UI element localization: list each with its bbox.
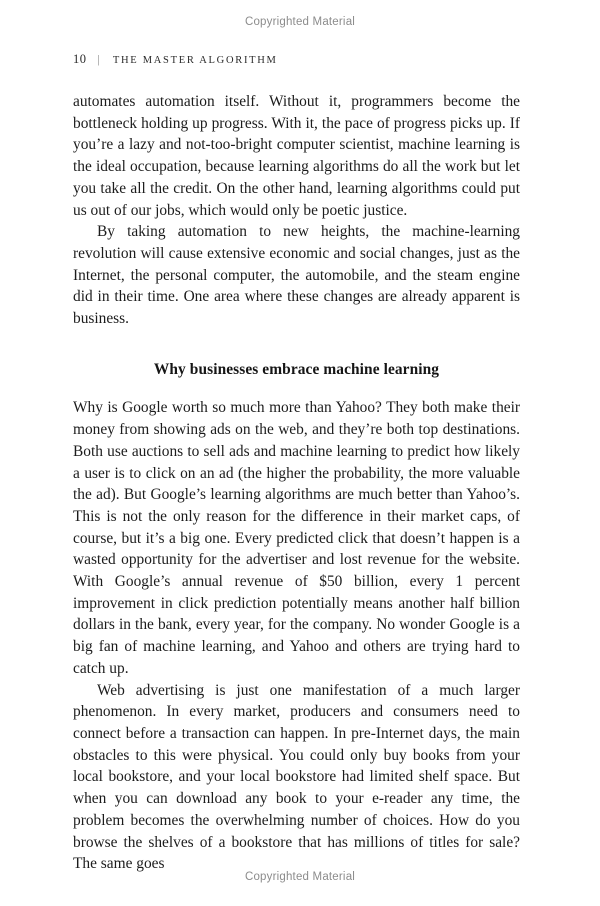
page-number: 10 xyxy=(73,52,87,66)
header-separator: | xyxy=(97,52,100,66)
section-heading: Why businesses embrace machine learning xyxy=(153,360,440,378)
paragraph: automates automation itself. Without it, programmers become the bottleneck holding up progress. With it, the pace of progress picks up. If you’re a lazy and not-too-bright computer scientist, machine learning is the ideal occupation, because learning algorithms do all the work but let you take all the credit. On the other hand, learning algorithms could put us out of our jobs, which would only be poetic justice. xyxy=(73,93,520,219)
copyright-notice-bottom: Copyrighted Material xyxy=(244,871,356,883)
paragraph: By taking automation to new heights, the machine-learning revolution will cause extensive economic and social changes, just as the Internet, the personal computer, the automobile, and the steam engine did in their time. One area where these changes are already apparent is business. xyxy=(73,223,520,328)
paragraph: Why is Google worth so much more than Yahoo? They both make their money from showing ads on the web, and they’re both top destinations. Both use auctions to sell ads and machine learning to predict how likely a user is to click on an ad (the higher the probability, the more valuable the ad). But Google’s learning algorithms are much better than Yahoo’s. This is not the only reason for the difference in their market caps, of course, but it’s a big one. Every predicted click that doesn’t happen is a wasted opportunity for the advertiser and lost revenue for the website. With Google’s annual revenue of $50 billion, every 1 percent improvement in click prediction potentially means another half billion dollars in the bank, every year, for the company. No wonder Google is a big fan of machine learning, and Yahoo and others are trying hard to catch up. xyxy=(73,399,520,677)
copyright-notice-top: Copyrighted Material xyxy=(244,16,356,28)
running-title: THE MASTER ALGORITHM xyxy=(112,55,278,66)
running-header xyxy=(73,52,278,67)
paragraph: Web advertising is just one manifestation of a much larger phenomenon. In every market, producers and consumers need to connect before a transaction can happen. In pre-Internet days, the main obstacles to this were physical. You could only buy books from your local bookstore, and your local bookstore had limited shelf space. But when you can download any book to your e-reader any time, the problem becomes the overwhelming number of choices. How do you browse the shelves of a bookstore that has millions of titles for sale? The same goes xyxy=(73,681,520,873)
page-body xyxy=(73,91,520,875)
